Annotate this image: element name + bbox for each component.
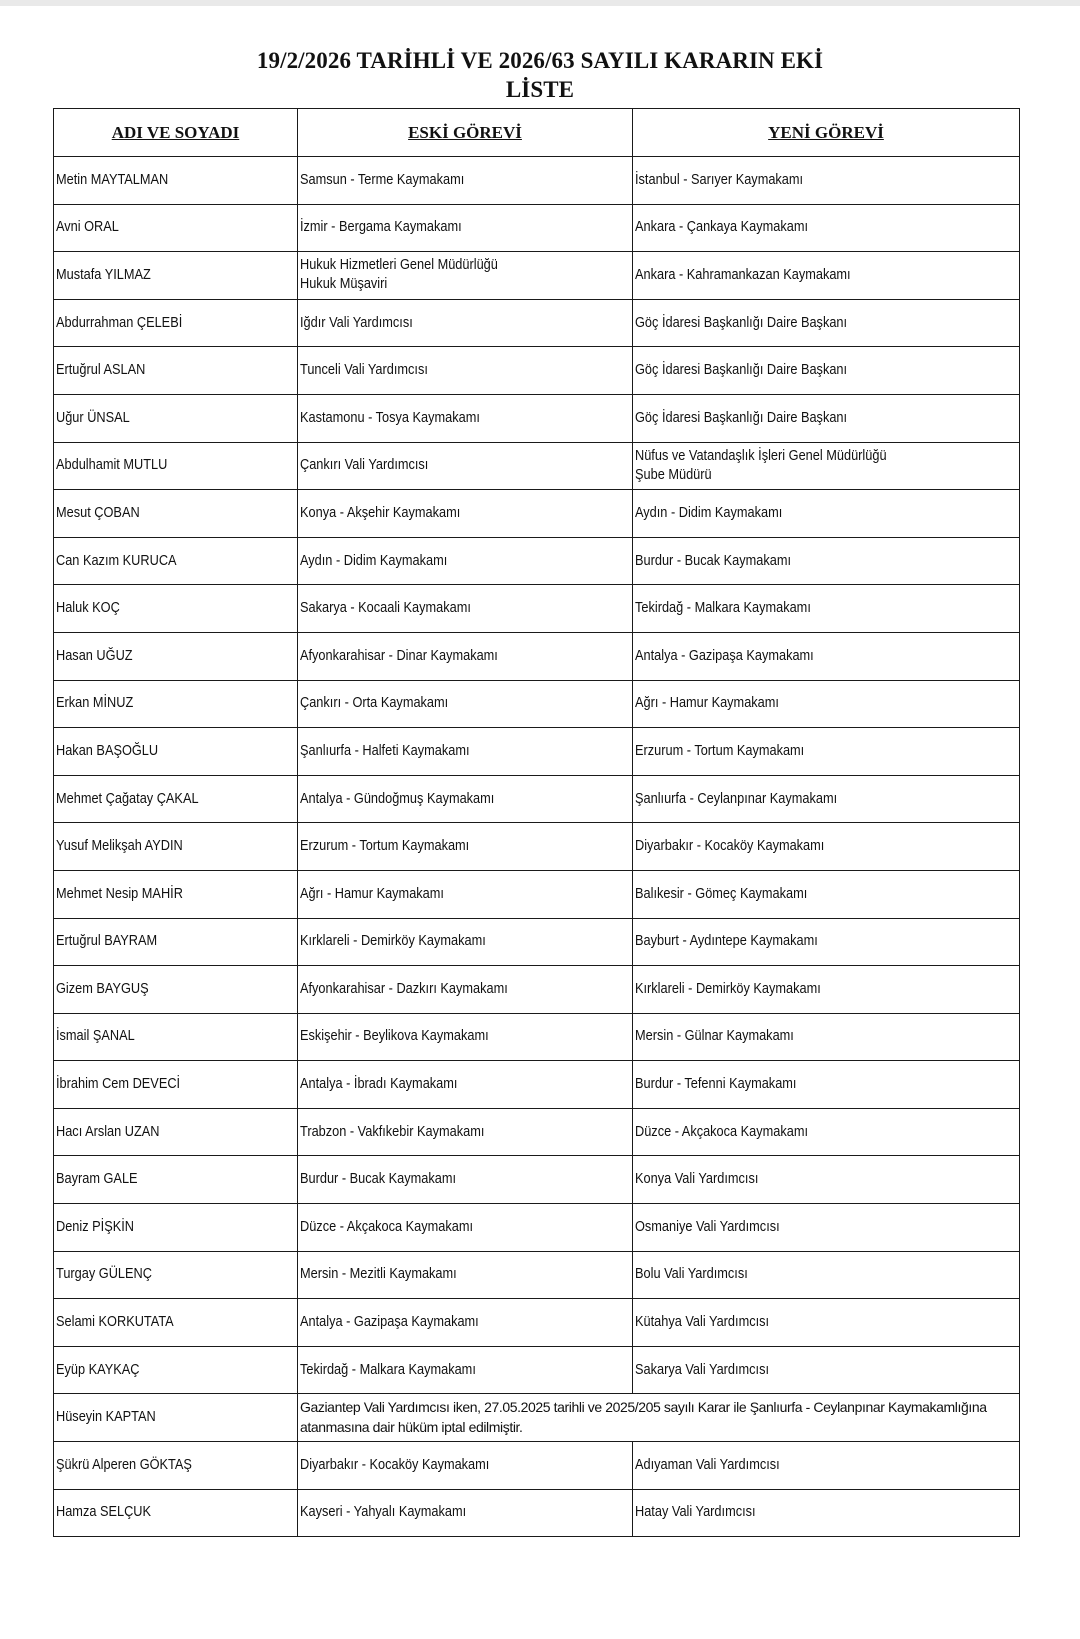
document-subtitle: LİSTE	[505, 77, 575, 102]
cell-old-position	[298, 775, 633, 823]
cell-name	[54, 1489, 298, 1537]
new-position-text: Düzce - Akçakoca Kaymakamı	[635, 1123, 809, 1140]
cell-new-position	[633, 299, 1020, 347]
old-position-text: Sakarya - Kocaali Kaymakamı	[300, 600, 471, 617]
cell-name	[54, 918, 298, 966]
table-row	[54, 1346, 1020, 1394]
cell-new-position	[633, 1346, 1020, 1394]
new-position-text: Aydın - Didim Kaymakamı	[635, 504, 783, 521]
cell-new-position	[633, 1251, 1020, 1299]
new-position-text: Erzurum - Tortum Kaymakamı	[635, 742, 805, 759]
table-row	[54, 252, 1020, 300]
cell-new-position	[633, 775, 1020, 823]
cell-name	[54, 442, 298, 490]
cell-old-position	[298, 870, 633, 918]
person-name: Şükrü Alperen GÖKTAŞ	[56, 1456, 192, 1473]
new-position-text: Ağrı - Hamur Kaymakamı	[635, 695, 779, 712]
cell-name	[54, 1299, 298, 1347]
table-row	[54, 1394, 1020, 1442]
person-name: Hacı Arslan UZAN	[56, 1123, 160, 1140]
cell-new-position	[633, 1489, 1020, 1537]
cell-old-position	[298, 1489, 633, 1537]
cell-old-position	[298, 585, 633, 633]
old-position-text: Hukuk Hizmetleri Genel Müdürlüğü	[300, 257, 498, 274]
old-position-text: Trabzon - Vakfıkebir Kaymakamı	[300, 1123, 485, 1140]
cell-old-position	[298, 918, 633, 966]
cell-new-position	[633, 252, 1020, 300]
cell-name	[54, 728, 298, 776]
table-row	[54, 537, 1020, 585]
person-name: Can Kazım KURUCA	[56, 552, 177, 569]
new-position-text: Konya Vali Yardımcısı	[635, 1171, 759, 1188]
header-name: ADI VE SOYADI	[54, 109, 298, 157]
cell-new-position	[633, 394, 1020, 442]
cell-new-position	[633, 347, 1020, 395]
new-position-text: Kütahya Vali Yardımcısı	[635, 1314, 770, 1331]
table-row	[54, 1489, 1020, 1537]
cell-name	[54, 490, 298, 538]
document-title: 19/2/2026 TARİHLİ VE 2026/63 SAYILI KARARIN EKİ	[256, 48, 824, 73]
cell-name	[54, 1061, 298, 1109]
cell-merged-note	[298, 1394, 1020, 1442]
new-position-text: Kırklareli - Demirköy Kaymakamı	[635, 980, 821, 997]
cell-name	[54, 347, 298, 395]
cell-name	[54, 966, 298, 1014]
note-text: Gaziantep Vali Yardımcısı iken, 27.05.2025 tarihli ve 2025/205 sayılı Karar ile Şanlıurfa - Ceylanpınar Kaymakamlığına atanmasına dair hüküm iptal edilmiştir.	[300, 1398, 987, 1435]
person-name: Hüseyin KAPTAN	[56, 1409, 156, 1426]
person-name: Hasan UĞUZ	[56, 647, 133, 664]
cell-new-position	[633, 204, 1020, 252]
old-position-text: Çankırı - Orta Kaymakamı	[300, 695, 449, 712]
cell-new-position	[633, 1442, 1020, 1490]
person-name: Ertuğrul ASLAN	[56, 362, 146, 379]
old-position-text: Tunceli Vali Yardımcısı	[300, 362, 428, 379]
new-position-text: Bayburt - Aydıntepe Kaymakamı	[635, 933, 818, 950]
cell-new-position	[633, 728, 1020, 776]
new-position-text: Antalya - Gazipaşa Kaymakamı	[635, 647, 814, 664]
old-position-text: Afyonkarahisar - Dazkırı Kaymakamı	[300, 980, 508, 997]
cell-new-position	[633, 1013, 1020, 1061]
cell-new-position	[633, 585, 1020, 633]
person-name: Metin MAYTALMAN	[56, 171, 169, 188]
cell-name	[54, 775, 298, 823]
cell-new-position	[633, 870, 1020, 918]
cell-new-position	[633, 1061, 1020, 1109]
new-position-text: Diyarbakır - Kocaköy Kaymakamı	[635, 838, 825, 855]
top-bar	[0, 0, 1080, 6]
table-row	[54, 1299, 1020, 1347]
person-name: Gizem BAYGUŞ	[56, 980, 149, 997]
old-position-text: Afyonkarahisar - Dinar Kaymakamı	[300, 647, 498, 664]
cell-name	[54, 680, 298, 728]
table-row	[54, 442, 1020, 490]
cell-new-position	[633, 157, 1020, 205]
cell-name	[54, 252, 298, 300]
person-name: Ertuğrul BAYRAM	[56, 933, 158, 950]
table-row	[54, 823, 1020, 871]
old-position-text: Samsun - Terme Kaymakamı	[300, 171, 465, 188]
new-position-text: Bolu Vali Yardımcısı	[635, 1266, 748, 1283]
person-name: Mesut ÇOBAN	[56, 504, 140, 521]
cell-old-position	[298, 252, 633, 300]
old-position-text: Aydın - Didim Kaymakamı	[300, 552, 448, 569]
person-name: Erkan MİNUZ	[56, 695, 134, 712]
person-name: Bayram GALE	[56, 1171, 138, 1188]
new-position-text: Adıyaman Vali Yardımcısı	[635, 1456, 780, 1473]
cell-old-position	[298, 1108, 633, 1156]
cell-old-position	[298, 537, 633, 585]
new-position-text: İstanbul - Sarıyer Kaymakamı	[635, 171, 804, 188]
cell-old-position	[298, 632, 633, 680]
cell-old-position	[298, 1156, 633, 1204]
cell-new-position	[633, 1156, 1020, 1204]
cell-old-position	[298, 680, 633, 728]
cell-new-position	[633, 1204, 1020, 1252]
cell-old-position	[298, 204, 633, 252]
person-name: Deniz PİŞKİN	[56, 1218, 135, 1235]
cell-new-position	[633, 918, 1020, 966]
cell-new-position	[633, 442, 1020, 490]
table-row	[54, 299, 1020, 347]
cell-name	[54, 870, 298, 918]
table-row	[54, 1204, 1020, 1252]
cell-name	[54, 632, 298, 680]
person-name: Mustafa YILMAZ	[56, 266, 151, 283]
person-name: Hakan BAŞOĞLU	[56, 742, 159, 759]
old-position-text: Çankırı Vali Yardımcısı	[300, 457, 429, 474]
cell-old-position	[298, 1346, 633, 1394]
person-name: İbrahim Cem DEVECİ	[56, 1076, 181, 1093]
cell-old-position	[298, 1442, 633, 1490]
cell-old-position	[298, 1061, 633, 1109]
header-old-position: ESKİ GÖREVİ	[298, 109, 633, 157]
cell-old-position	[298, 1251, 633, 1299]
table-row	[54, 1061, 1020, 1109]
new-position-text: Nüfus ve Vatandaşlık İşleri Genel Müdürlüğü	[635, 447, 887, 464]
cell-name	[54, 394, 298, 442]
old-position-text: Kırklareli - Demirköy Kaymakamı	[300, 933, 486, 950]
old-position-text: Erzurum - Tortum Kaymakamı	[300, 838, 470, 855]
cell-new-position	[633, 1108, 1020, 1156]
table-row	[54, 1442, 1020, 1490]
cell-name	[54, 299, 298, 347]
cell-old-position	[298, 442, 633, 490]
new-position-text: Tekirdağ - Malkara Kaymakamı	[635, 600, 811, 617]
old-position-text: Kayseri - Yahyalı Kaymakamı	[300, 1504, 467, 1521]
table-row	[54, 966, 1020, 1014]
new-position-text: Göç İdaresi Başkanlığı Daire Başkanı	[635, 409, 848, 426]
old-position-text: Kastamonu - Tosya Kaymakamı	[300, 409, 480, 426]
table-header-row	[54, 109, 1020, 157]
old-position-text: Diyarbakır - Kocaköy Kaymakamı	[300, 1456, 490, 1473]
cell-name	[54, 823, 298, 871]
new-position-text: Şanlıurfa - Ceylanpınar Kaymakamı	[635, 790, 838, 807]
cell-name	[54, 1442, 298, 1490]
person-name: Selami KORKUTATA	[56, 1314, 174, 1331]
new-position-text: Göç İdaresi Başkanlığı Daire Başkanı	[635, 362, 848, 379]
cell-old-position	[298, 394, 633, 442]
table-row	[54, 1156, 1020, 1204]
new-position-text: Burdur - Bucak Kaymakamı	[635, 552, 792, 569]
new-position-text: Mersin - Gülnar Kaymakamı	[635, 1028, 794, 1045]
person-name: Mehmet Nesip MAHİR	[56, 885, 183, 902]
cell-name	[54, 537, 298, 585]
old-position-text: Antalya - İbradı Kaymakamı	[300, 1076, 458, 1093]
old-position-text: Eskişehir - Beylikova Kaymakamı	[300, 1028, 489, 1045]
person-name: Eyüp KAYKAÇ	[56, 1361, 140, 1378]
new-position-text: Şube Müdürü	[635, 466, 712, 483]
old-position-text: Şanlıurfa - Halfeti Kaymakamı	[300, 742, 470, 759]
cell-name	[54, 1204, 298, 1252]
new-position-text: Osmaniye Vali Yardımcısı	[635, 1218, 780, 1235]
table-row	[54, 204, 1020, 252]
new-position-text: Ankara - Kahramankazan Kaymakamı	[635, 266, 851, 283]
person-name: Abdulhamit MUTLU	[56, 457, 168, 474]
table-row	[54, 632, 1020, 680]
cell-old-position	[298, 966, 633, 1014]
cell-old-position	[298, 490, 633, 538]
new-position-text: Ankara - Çankaya Kaymakamı	[635, 219, 809, 236]
person-name: Turgay GÜLENÇ	[56, 1266, 152, 1283]
old-position-text: İzmir - Bergama Kaymakamı	[300, 219, 462, 236]
old-position-text: Düzce - Akçakoca Kaymakamı	[300, 1218, 474, 1235]
cell-name	[54, 1251, 298, 1299]
cell-old-position	[298, 299, 633, 347]
old-position-text: Antalya - Gündoğmuş Kaymakamı	[300, 790, 495, 807]
cell-name	[54, 1156, 298, 1204]
person-name: Abdurrahman ÇELEBİ	[56, 314, 183, 331]
person-name: Avni ORAL	[56, 219, 119, 236]
cell-old-position	[298, 1299, 633, 1347]
table-row	[54, 1108, 1020, 1156]
table-row	[54, 728, 1020, 776]
table-row	[54, 918, 1020, 966]
cell-new-position	[633, 823, 1020, 871]
cell-old-position	[298, 728, 633, 776]
cell-new-position	[633, 490, 1020, 538]
cell-old-position	[298, 823, 633, 871]
cell-old-position	[298, 1013, 633, 1061]
old-position-text: Hukuk Müşaviri	[300, 276, 388, 293]
table-row	[54, 775, 1020, 823]
person-name: Yusuf Melikşah AYDIN	[56, 838, 183, 855]
table-row	[54, 1013, 1020, 1061]
old-position-text: Ağrı - Hamur Kaymakamı	[300, 885, 444, 902]
table-row	[54, 1251, 1020, 1299]
table-row	[54, 585, 1020, 633]
person-name: İsmail ŞANAL	[56, 1028, 135, 1045]
table-row	[54, 680, 1020, 728]
table-row	[54, 347, 1020, 395]
cell-name	[54, 585, 298, 633]
cell-new-position	[633, 632, 1020, 680]
cell-old-position	[298, 157, 633, 205]
cell-old-position	[298, 1204, 633, 1252]
old-position-text: Iğdır Vali Yardımcısı	[300, 314, 413, 331]
old-position-text: Konya - Akşehir Kaymakamı	[300, 504, 461, 521]
header-new-position: YENİ GÖREVİ	[633, 109, 1020, 157]
cell-name	[54, 204, 298, 252]
cell-old-position	[298, 347, 633, 395]
new-position-text: Hatay Vali Yardımcısı	[635, 1504, 756, 1521]
old-position-text: Burdur - Bucak Kaymakamı	[300, 1171, 457, 1188]
person-name: Mehmet Çağatay ÇAKAL	[56, 790, 199, 807]
cell-name	[54, 1013, 298, 1061]
cell-new-position	[633, 966, 1020, 1014]
table-row	[54, 870, 1020, 918]
old-position-text: Antalya - Gazipaşa Kaymakamı	[300, 1314, 479, 1331]
new-position-text: Göç İdaresi Başkanlığı Daire Başkanı	[635, 314, 848, 331]
old-position-text: Mersin - Mezitli Kaymakamı	[300, 1266, 457, 1283]
new-position-text: Balıkesir - Gömeç Kaymakamı	[635, 885, 808, 902]
table-row	[54, 394, 1020, 442]
cell-new-position	[633, 1299, 1020, 1347]
cell-name	[54, 1394, 298, 1442]
cell-name	[54, 1346, 298, 1394]
new-position-text: Sakarya Vali Yardımcısı	[635, 1361, 770, 1378]
cell-name	[54, 157, 298, 205]
table-row	[54, 490, 1020, 538]
table-row	[54, 157, 1020, 205]
person-name: Haluk KOÇ	[56, 600, 120, 617]
appointment-table	[53, 108, 1020, 1537]
new-position-text: Burdur - Tefenni Kaymakamı	[635, 1076, 797, 1093]
person-name: Uğur ÜNSAL	[56, 409, 130, 426]
old-position-text: Tekirdağ - Malkara Kaymakamı	[300, 1361, 476, 1378]
table-body	[54, 157, 1020, 1537]
cell-new-position	[633, 537, 1020, 585]
person-name: Hamza SELÇUK	[56, 1504, 152, 1521]
cell-new-position	[633, 680, 1020, 728]
cell-name	[54, 1108, 298, 1156]
